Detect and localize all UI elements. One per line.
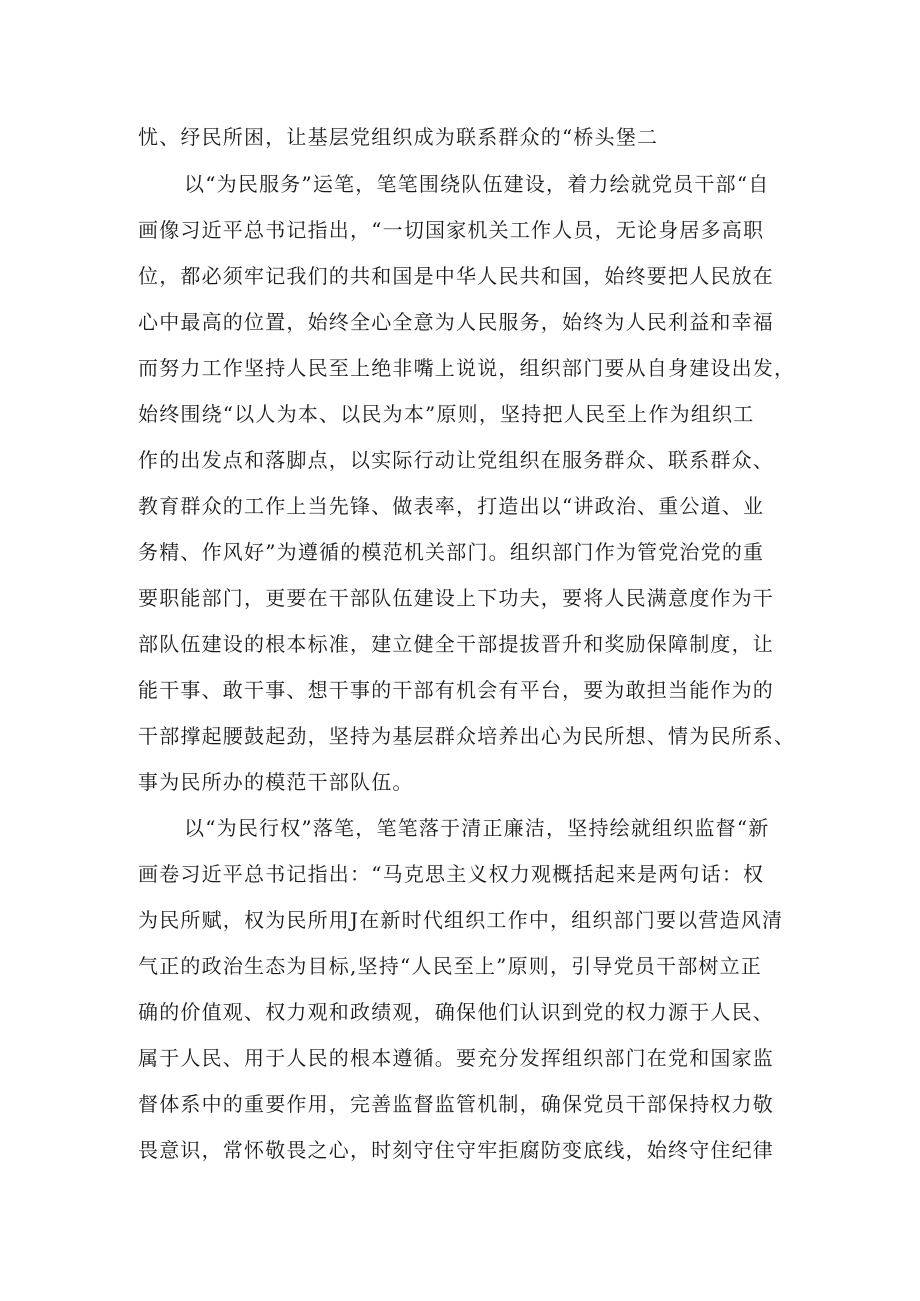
text-line: 要职能部门，更要在干部队伍建设上下功夫，要将人民满意度作为干 xyxy=(138,586,774,610)
text-line: 事为民所办的模范干部队伍。 xyxy=(138,770,414,794)
text-line: 心中最高的位置，始终全心全意为人民服务，始终为人民利益和幸福 xyxy=(138,310,774,334)
text-line: 督体系中的重要作用，完善监督监管机制，确保党员干部保持权力敬 xyxy=(138,1092,774,1116)
text-line: 而努力工作坚持人民至上绝非嘴上说说，组织部门要从自身建设出发， xyxy=(138,356,796,380)
text-line: 属于人民、用于人民的根本遵循。要充分发挥组织部门在党和国家监 xyxy=(138,1046,774,1070)
text-line: 为民所赋，权为民所用J在新时代组织工作中，组织部门要以营造风清 xyxy=(138,908,784,932)
text-line: 气正的政治生态为目标,坚持“人民至上”原则，引导党员干部树立正 xyxy=(138,954,763,978)
text-line: 确的价值观、权力观和政绩观，确保他们认识到党的权力源于人民、 xyxy=(138,1000,774,1024)
text-line: 作的出发点和落脚点，以实际行动让党组织在服务群众、联系群众、 xyxy=(138,448,774,472)
text-line: 干部撑起腰鼓起劲，坚持为基层群众培养出心为民所想、情为民所系、 xyxy=(138,724,796,748)
text-line: 忧、纾民所困，让基层党组织成为联系群众的“桥头堡二 xyxy=(138,125,659,149)
text-line: 畏意识，常怀敬畏之心，时刻守住守牢拒腐防变底线，始终守住纪律 xyxy=(138,1138,774,1162)
text-line: 部队伍建设的根本标准，建立健全干部提拔晋升和奖励保障制度，让 xyxy=(138,632,774,656)
text-line: 教育群众的工作上当先锋、做表率，打造出以“讲政治、重公道、业 xyxy=(138,494,765,518)
text-line: 能干事、敢干事、想干事的干部有机会有平台，要为敢担当能作为的 xyxy=(138,678,774,702)
text-line: 画像习近平总书记指出，“一切国家机关工作人员，无论身居多高职 xyxy=(138,218,765,242)
paragraph-first-line: 以“为民行权”落笔，笔笔落于清正廉洁，坚持绘就组织监督“新 xyxy=(184,816,770,840)
text-line: 始终围绕“以人为本、以民为本”原则，坚持把人民至上作为组织工 xyxy=(138,402,755,426)
paragraph-first-line: 以“为民服务”运笔，笔笔围绕队伍建设，着力绘就党员干部“自 xyxy=(184,172,770,196)
text-line: 位，都必须牢记我们的共和国是中华人民共和国，始终要把人民放在 xyxy=(138,264,774,288)
text-line: 务精、作风好”为遵循的模范机关部门。组织部门作为管党治党的重 xyxy=(138,540,765,564)
text-line: 画卷习近平总书记指出：“马克思主义权力观概括起来是两句话：权 xyxy=(138,862,765,886)
